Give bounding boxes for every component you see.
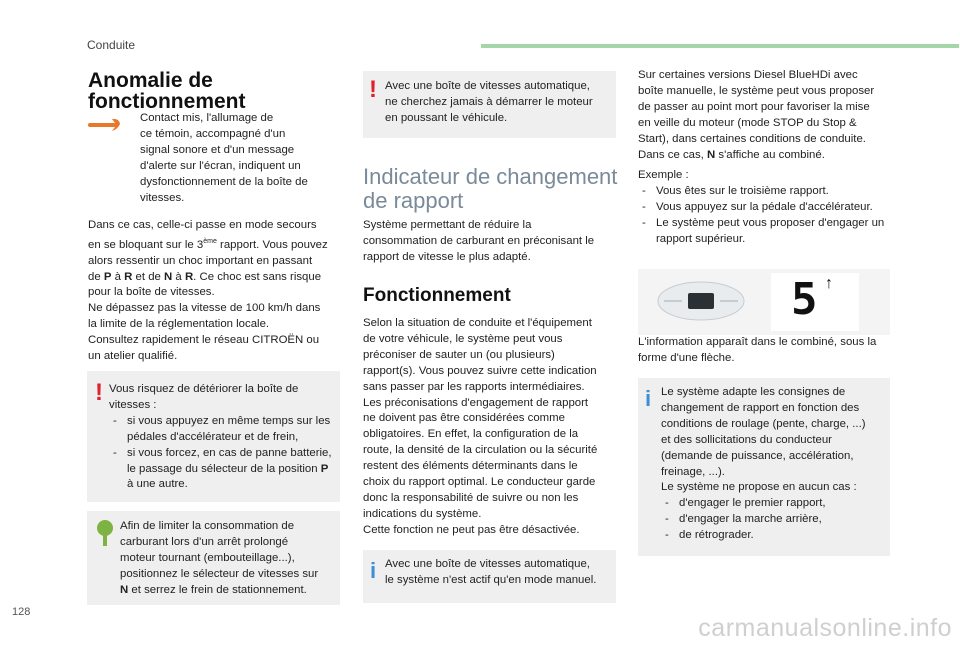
secours-paragraph: Dans ce cas, celle-ci passe en mode secours en se bloquant sur le 3ème rapport. Vous pouvez alors ressentir un choc important en passant de P à R et de N à R. Ce choc est sans risque pour la boîte de vitesses. Ne dépassez pas la vitesse de 100 km/h dans la limite de la réglementation locale. Consultez rapidement le réseau CITROËN ou un atelier qualifié. bbox=[88, 219, 328, 363]
example-block: Exemple : - Vous êtes sur le troisième rapport. - Vous appuyez sur la pédale d'accélérateur. - Le système peut vous proposer d'engager un rapport supérieur. bbox=[638, 168, 900, 248]
info-box-system: i Le système adapte les consignes de changement de rapport en fonction des conditions de roulage (pente, charge, ...) et des sollicitations du conducteur (demande de puissance, accélération, freinage, ...). Le système ne propose en aucun cas : - d'engager le premier rapport, - d'engager la marche arrière, - de rétrograder. bbox=[638, 378, 890, 556]
section-header: Conduite bbox=[87, 38, 136, 52]
fonctionnement-paragraph: Selon la situation de conduite et l'équipement de votre véhicule, le système peut vous préconiser de sauter un (ou plusieurs) rapport(s). Vous pouvez suivre cette indication sans passer par les rapports intermédiaires. Les préconisations d'engagement de rapport ne doivent pas être considérées comme obligatoires. En effet, la configuration de la route, la densité de la circulation ou la sécurité restent des éléments déterminants dans le choix du rapport optimal. Le conducteur garde donc la responsabilité de suivre ou non les indications du système. Cette fonction ne peut pas être désactivée. bbox=[363, 317, 598, 536]
warning-icon: ! bbox=[369, 76, 377, 103]
warning-box-push-start: ! Avec une boîte de vitesses automatique, ne cherchez jamais à démarrer le moteur en poussant le véhicule. bbox=[363, 71, 616, 138]
watermark: carmanualsonline.info bbox=[698, 614, 952, 642]
anomalie-title: Anomalie de fonctionnement bbox=[88, 69, 246, 113]
gear-display bbox=[771, 273, 859, 331]
gear-indicator-title: Indicateur de changement de rapport bbox=[363, 164, 618, 213]
eco-tree-icon bbox=[94, 519, 116, 547]
instrument-cluster-icon bbox=[656, 280, 746, 322]
warning-icon: ! bbox=[95, 379, 103, 406]
dashboard-illustration bbox=[638, 269, 890, 335]
eco-tip-box: Afin de limiter la consommation de carburant lors d'un arrêt prolongé moteur tournant (embouteillage...), positionnez le sélecteur de vitesses sur N et serrez le frein de stationnement. bbox=[87, 511, 340, 605]
info-icon: i bbox=[370, 558, 377, 583]
gear-number: 5 bbox=[791, 274, 818, 325]
upshift-arrow-icon: ↑ bbox=[825, 275, 833, 292]
fonctionnement-subtitle: Fonctionnement bbox=[363, 285, 511, 306]
warning-light-description: Contact mis, l'allumage de ce témoin, accompagné d'un signal sonore et d'un message d'alerte sur l'écran, indiquent un dysfonctionnement de la boîte de vitesses. bbox=[140, 112, 308, 204]
info-box-manual-mode: i Avec une boîte de vitesses automatique, le système n'est actif qu'en mode manuel. bbox=[363, 550, 616, 603]
info-icon: i bbox=[645, 386, 652, 411]
warning-box-gearbox: ! Vous risquez de détériorer la boîte de vitesses : - si vous appuyez en même temps sur les pédales d'accélérateur et de frein, - si vous forcez, en cas de panne batterie, le passage du sélecteur de la position P à une autre. bbox=[87, 371, 340, 502]
page-number: 128 bbox=[12, 606, 31, 618]
bluehdi-paragraph: Sur certaines versions Diesel BlueHDi avec boîte manuelle, le système peut vous proposer de passer au point mort pour favoriser la mise en veille du moteur (mode STOP du Stop & Start), dans certaines conditions de conduite. Dans ce cas, N s'affiche au combiné. bbox=[638, 69, 875, 161]
header-accent-bar bbox=[481, 44, 959, 48]
arrow-info-text: L'information apparaît dans le combiné, sous la forme d'une flèche. bbox=[638, 336, 877, 364]
gear-indicator-intro: Système permettant de réduire la consommation de carburant en préconisant le rapport de vitesse le plus adapté. bbox=[363, 219, 595, 263]
wrench-warning-icon bbox=[88, 116, 128, 134]
